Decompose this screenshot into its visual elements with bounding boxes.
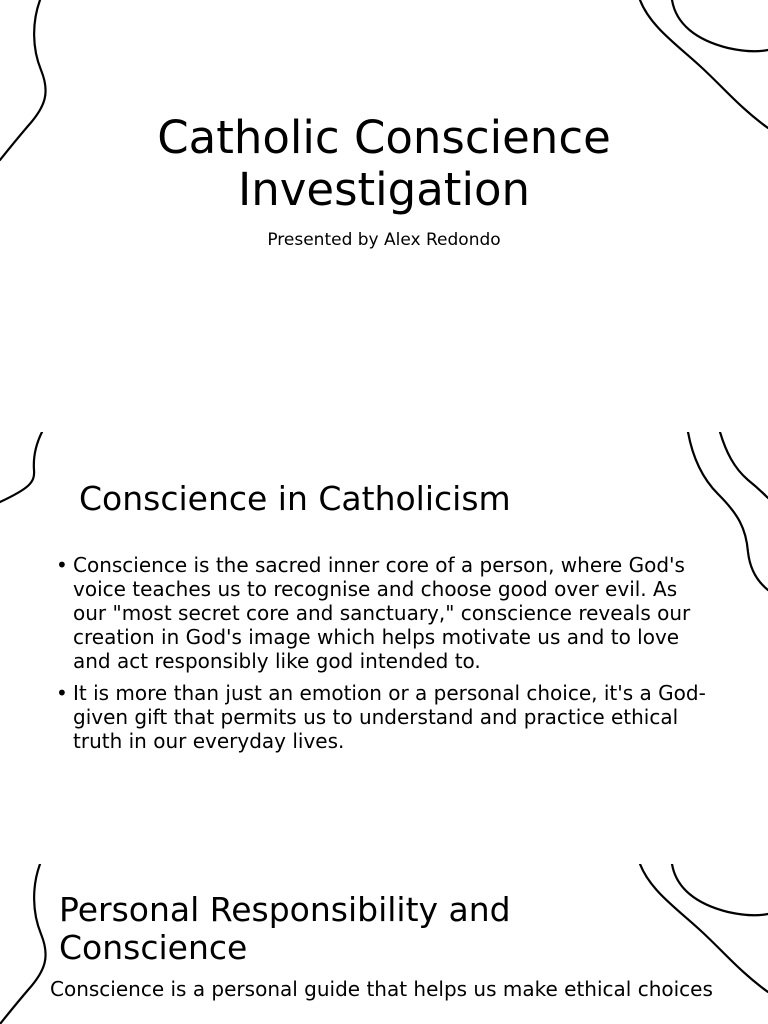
bullet-text: It is more than just an emotion or a personal choice, it's a God-given gift that permits us to understand and practice ethical truth in our everyday lives.	[73, 681, 706, 753]
title-slide	[0, 0, 768, 432]
presentation-title: Catholic Conscience Investigation	[157, 111, 611, 216]
bullet-marker: •	[56, 681, 68, 705]
slide-heading: Personal Responsibility and Conscience	[59, 890, 511, 967]
bullet-text: Conscience is the sacred inner core of a person, where God's voice teaches us to recognise and choose good over evil. As our "most secret core and sanctuary," conscience reveals our creation in God's image which helps motivate us and to love and act responsibly like god intended to.	[73, 553, 691, 673]
slide-heading: Conscience in Catholicism	[79, 479, 511, 518]
content-slide-personal-responsibility	[0, 864, 768, 1024]
decorative-line-art	[0, 0, 768, 432]
presenter-subtitle: Presented by Alex Redondo	[267, 230, 501, 250]
slide-body-text: Conscience is a personal guide that helps us make ethical choices	[50, 977, 713, 1001]
bullet-item	[56, 553, 706, 673]
bullet-item	[56, 681, 706, 753]
content-slide-conscience-in-catholicism	[0, 432, 768, 864]
bullet-list	[56, 553, 706, 761]
bullet-marker: •	[56, 553, 68, 577]
